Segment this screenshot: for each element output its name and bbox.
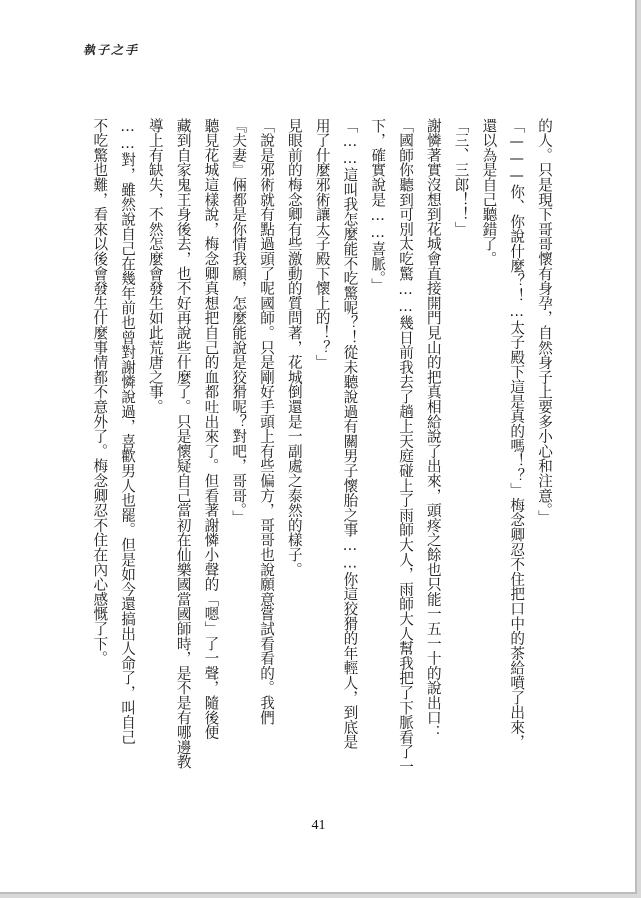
paragraph: 「———你、你說什麼？！…太子殿下這是真的嗎！？」梅念卿忍不住把口中的茶給噴了出來， (508, 118, 526, 750)
paragraph: 『夫妻』倆都是你情我願，怎麼能說是狡猾呢？對吧，哥哥。」 (230, 118, 248, 526)
paragraph: 下，確實說是……喜脈。」 (369, 118, 387, 294)
paragraph: 的人。只是現下哥哥懷有身孕，自然身子上要多小心和注意。」 (536, 118, 553, 526)
running-header: 執子之手 (83, 43, 140, 57)
paragraph: 用了什麼邪術讓太子殿下懷上的！？」 (313, 118, 331, 370)
paragraph: 藏到自家鬼王身後去，也不好再說些什麼了。只是懷疑自己當初在仙樂國當國師時，是不是有哪邊教 (174, 118, 192, 770)
paragraph: 「國師你聽到可別太吃驚……幾日前我去了趟上天庭碰上了雨師大人，雨師大人幫我把了下脈看了一 (397, 118, 415, 774)
paragraph: 導上有缺失，不然怎麼會發生如此荒唐之事。 (146, 118, 164, 414)
vertical-text-body (91, 118, 558, 788)
paragraph: 不吃驚也難，看來以後會發生什麼事情都不意外了。梅念卿忍不住在內心感慨了下。 (91, 118, 109, 666)
page-number: 41 (311, 818, 326, 833)
paragraph: 「三、三郎！！」 (452, 118, 470, 237)
paragraph: ……對，雖然說自己在幾年前也曾對謝憐說過，喜歡男人也罷。但是如今還搞出人命了，叫自己 (119, 118, 137, 745)
paragraph: 還以為是自己聽錯了。 (480, 118, 498, 266)
paragraph: 謝憐著實沒想到花城會直接開門見山的把真相給說了出來，頭疼之餘也只能一五一十的說出口： (424, 118, 442, 740)
paragraph: 「……這叫我怎麼能不吃驚呢？！從未聽說過有關男子懷胎之事……你這狡猾的年輕人，到底是 (341, 118, 359, 750)
paragraph: 見眼前的梅念卿有些激動的質問著，花城倒還是一副處之泰然的樣子。 (285, 118, 303, 577)
paragraph: 「說是邪術就有點過頭了呢國師。只是剛好手頭上有些偏方，哥哥也說願意嘗試看看的。我們 (258, 118, 276, 725)
paragraph: 聽見花城這樣說，梅念卿真想把自己的血都吐出來了。但看著謝憐小聲的「嗯」了一聲，隨後便 (202, 118, 220, 740)
